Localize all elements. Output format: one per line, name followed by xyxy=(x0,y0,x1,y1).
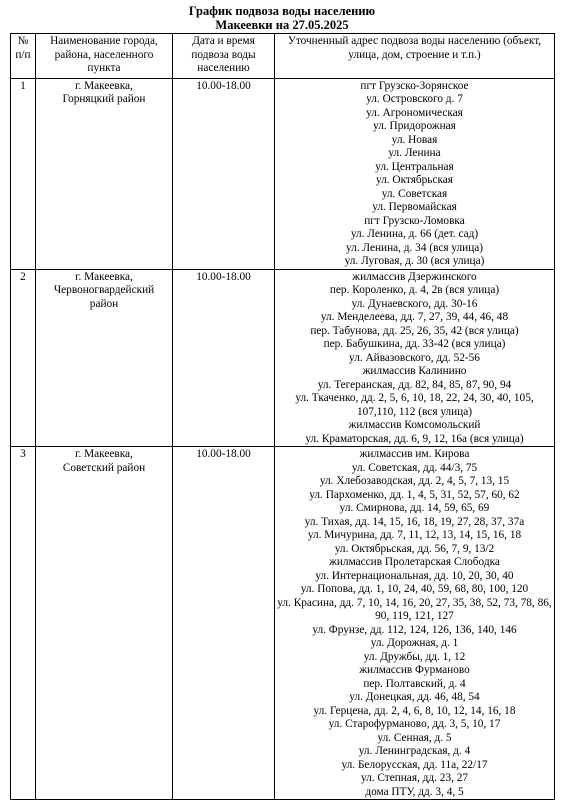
address-item: ул. Тихая, дд. 14, 15, 16, 18, 19, 27, 28, 37, 37а xyxy=(304,515,525,528)
address-item: жилмассив Дзержинского xyxy=(352,270,477,283)
address-item: ул. Попова, дд. 1, 10, 24, 40, 59, 68, 80, 100, 120 xyxy=(300,583,529,595)
address-item: ул. Интернациональная, дд. 10, 20, 30, 40 xyxy=(315,569,514,582)
address-item: ул. Тегеранская, дд. 82, 84, 85, 87, 90, 94 xyxy=(317,378,512,391)
address-item: ул. Новая xyxy=(391,133,438,146)
district-name xyxy=(36,78,173,269)
address-item: пгт Грузско-Ломовка xyxy=(364,214,465,227)
address-item: пер. Короленко, д. 4, 2в (вся улица) xyxy=(329,284,500,296)
title-line-2: Макеевки на 27.05.2025 xyxy=(215,17,349,32)
delivery-time: 10.00-18.00 xyxy=(173,78,275,269)
address-item: дома ПТУ, дд. 3, 4, 5 xyxy=(365,785,464,798)
address-item: ул. Степная, дд. 23, 27 xyxy=(360,772,469,784)
delivery-time: 10.00-18.00 xyxy=(173,269,275,447)
header-num: № п/п xyxy=(11,34,36,79)
address-item: ул. Советская, дд. 44/3, 75 xyxy=(351,461,478,474)
address-item: ул. Белорусская, дд. 11а, 22/17 xyxy=(341,758,488,771)
address-item: ул. Ленина, д. 34 (вся улица) xyxy=(345,241,484,254)
address-item: ул. Советская xyxy=(381,187,448,200)
address-item: ул. Ленина, д. 66 (дет. сад) xyxy=(350,228,479,240)
header-time: Дата и время подвоза воды населению xyxy=(173,34,275,79)
address-item: ул. Старофурманово, дд. 3, 5, 10, 17 xyxy=(328,718,501,730)
schedule-table xyxy=(10,33,555,800)
address-item: ул. Фрунзе, дд. 112, 124, 126, 136, 140, 146 xyxy=(312,623,517,636)
address-list xyxy=(275,269,555,447)
row-number: 1 xyxy=(11,78,36,269)
address-item: ул. Октябрьская, дд. 56, 7, 9, 13/2 xyxy=(334,542,495,555)
address-item: ул. Октябрьская xyxy=(375,174,453,186)
address-item: ул. Луговая, д. 30 (вся улица) xyxy=(344,255,485,267)
address-item: ул. Смирнова, дд. 14, 59, 65, 69 xyxy=(339,502,490,514)
row-number: 3 xyxy=(11,447,36,800)
address-item: ул. Ленинградская, д. 4 xyxy=(358,745,471,757)
address-item: ул. Пархоменко, дд. 1, 4, 5, 31, 52, 57, 60, 62 xyxy=(309,488,520,501)
address-item: ул. Менделеева, дд. 7, 27, 39, 44, 46, 48 xyxy=(320,311,509,323)
district-name-line: г. Макеевка, xyxy=(75,448,133,460)
district-name xyxy=(36,269,173,447)
address-item: ул. Донецкая, дд. 46, 48, 54 xyxy=(349,691,480,703)
address-item: пгт Грузско-Зорянское xyxy=(360,79,469,92)
district-name-line: Горняцкий район xyxy=(62,93,146,105)
row-number: 2 xyxy=(11,269,36,447)
address-item: пер. Табунова, дд. 25, 26, 35, 42 (вся улица) xyxy=(310,324,519,337)
address-item: ул. Дунаевского, дд. 30-16 xyxy=(351,297,478,310)
title-line-1: График подвоза воды населению xyxy=(188,4,376,18)
address-item: ул. Красина, дд. 7, 10, 14, 16, 20, 27, 35, 38, 52, 73, 78, 86, 90, 119, 121, 127 xyxy=(277,596,552,622)
address-item: ул. Придорожная xyxy=(373,120,456,132)
table-row xyxy=(11,447,555,800)
address-item: жилмассив им. Кирова xyxy=(359,448,470,460)
district-name-line: г. Макеевка, xyxy=(75,270,133,283)
table-row xyxy=(11,269,555,447)
address-item: ул. Дорожная, д. 1 xyxy=(370,637,459,649)
address-item: ул. Центральная xyxy=(375,160,454,173)
district-name-line: Советский район xyxy=(62,461,146,474)
address-item: ул. Мичурина, дд. 7, 11, 12, 13, 14, 15, 16, 18 xyxy=(307,529,522,541)
address-item: ул. Сенная, д. 5 xyxy=(377,731,452,744)
address-item: жилмассив Калинино xyxy=(362,365,467,377)
address-item: жилмассив Комсомольский xyxy=(348,419,481,431)
address-item: ул. Дружбы, дд. 1, 12 xyxy=(363,650,466,663)
address-item: ул. Агрономическая xyxy=(366,106,463,119)
address-item: ул. Краматорская, дд. 6, 9, 12, 16а (вся улица) xyxy=(305,432,524,445)
address-list xyxy=(275,447,555,800)
district-name-line: район xyxy=(89,297,119,310)
address-item: ул. Ткаченко, дд. 2, 5, 6, 10, 18, 22, 24, 30, 40, 105, 107,110, 112 (вся улица) xyxy=(295,392,534,418)
table-row xyxy=(11,78,555,269)
document-title xyxy=(0,5,564,32)
address-item: ул. Айвазовского, дд. 52-56 xyxy=(349,351,480,364)
header-name: Наименование города, района, населенного пункта xyxy=(36,34,173,79)
address-item: жилмассив Фурманово xyxy=(359,664,470,676)
address-item: ул. Первомайская xyxy=(372,201,457,213)
address-item: ул. Хлебозаводская, дд. 2, 4, 5, 7, 13, 15 xyxy=(319,475,510,487)
district-name xyxy=(36,447,173,800)
address-item: ул. Ленина xyxy=(388,147,441,159)
header-row xyxy=(11,34,555,79)
address-list xyxy=(275,78,555,269)
header-address: Уточненный адрес подвоза воды населению (объект, улица, дом, строение и т.п.) xyxy=(275,34,555,79)
address-item: пер. Бабушкина, дд. 33-42 (вся улица) xyxy=(323,338,506,350)
address-item: жилмассив Пролетарская Слободка xyxy=(329,556,500,568)
district-name-line: г. Макеевка, xyxy=(75,79,133,92)
address-item: ул. Герцена, дд. 2, 4, 6, 8, 10, 12, 14, 16, 18 xyxy=(313,704,516,717)
address-item: ул. Островского д. 7 xyxy=(366,93,463,105)
delivery-time: 10.00-18.00 xyxy=(173,447,275,800)
district-name-line: Червоногвардейский xyxy=(53,284,155,296)
address-item: пер. Полтавский, д. 4 xyxy=(363,677,466,690)
